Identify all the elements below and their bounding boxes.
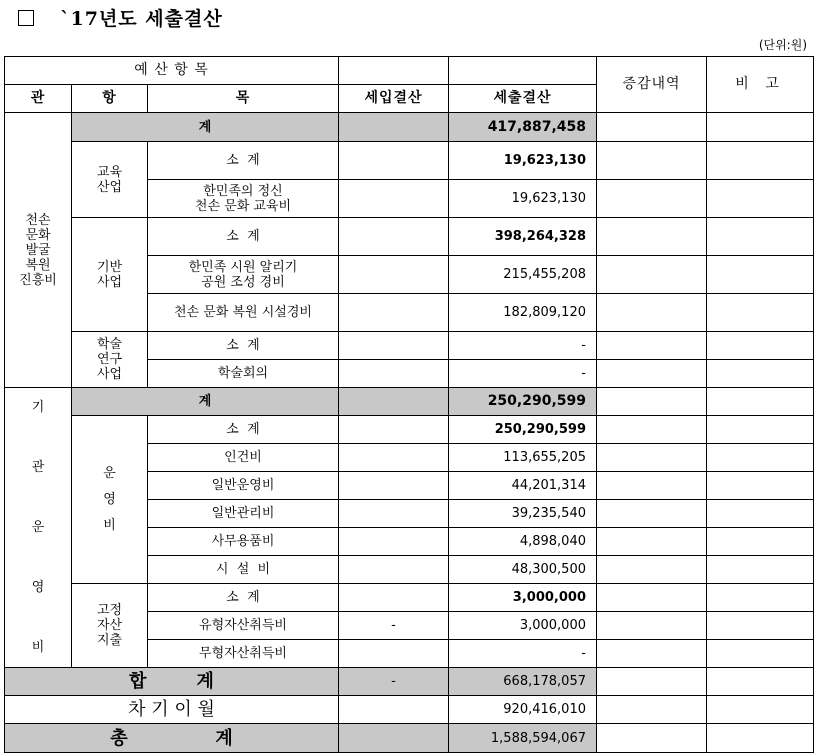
research-subtotal-label: 소 계 xyxy=(148,332,339,360)
cell xyxy=(707,612,814,640)
cell xyxy=(339,360,449,388)
ops-item-label: 시 설 비 xyxy=(148,556,339,584)
cell xyxy=(597,360,707,388)
edu-subtotal-value: 19,623,130 xyxy=(449,142,597,180)
cell xyxy=(707,332,814,360)
cell xyxy=(339,416,449,444)
cell xyxy=(707,218,814,256)
cell xyxy=(707,142,814,180)
cell xyxy=(339,142,449,180)
sec1-total-label: 계 xyxy=(72,113,339,142)
fixed-item1-revenue: - xyxy=(339,612,449,640)
ops-item-label: 일반운영비 xyxy=(148,472,339,500)
sec2-total-value: 250,290,599 xyxy=(449,388,597,416)
edu-item-label: 한민족의 정신 천손 문화 교육비 xyxy=(148,180,339,218)
research-subtotal-value: - xyxy=(449,332,597,360)
cell xyxy=(339,218,449,256)
cell xyxy=(597,180,707,218)
header-revenue: 세입결산 xyxy=(339,85,449,113)
cell xyxy=(707,640,814,668)
sec1-total-value: 417,887,458 xyxy=(449,113,597,142)
ops-item-value: 39,235,540 xyxy=(449,500,597,528)
infra-item2-value: 182,809,120 xyxy=(449,294,597,332)
hang-fixed-assets: 고정 자산 지출 xyxy=(72,584,148,668)
ops-item-label: 사무용품비 xyxy=(148,528,339,556)
cell xyxy=(597,696,707,724)
sum-revenue: - xyxy=(339,668,449,696)
cell xyxy=(339,180,449,218)
edu-subtotal-label: 소 계 xyxy=(148,142,339,180)
ops-item-label: 인건비 xyxy=(148,444,339,472)
cell xyxy=(339,640,449,668)
cell xyxy=(707,360,814,388)
header-budget-item: 예 산 항 목 xyxy=(5,57,339,85)
header-empty xyxy=(449,57,597,85)
hang-ops: 운 영 비 xyxy=(72,416,148,584)
cell xyxy=(339,113,449,142)
fixed-item1-label: 유형자산취득비 xyxy=(148,612,339,640)
cell xyxy=(707,500,814,528)
ops-item-value: 4,898,040 xyxy=(449,528,597,556)
cell xyxy=(597,668,707,696)
cell xyxy=(597,113,707,142)
cell xyxy=(707,256,814,294)
cell xyxy=(597,332,707,360)
cell xyxy=(597,218,707,256)
title-text: `17년도 세출결산 xyxy=(60,8,223,30)
cell xyxy=(707,388,814,416)
infra-subtotal-value: 398,264,328 xyxy=(449,218,597,256)
header-kwan: 관 xyxy=(5,85,72,113)
cell xyxy=(597,256,707,294)
kwan-culture: 천손 문화 발굴 복원 진흥비 xyxy=(5,113,72,388)
ops-item-value: 48,300,500 xyxy=(449,556,597,584)
checkbox-square-icon xyxy=(18,10,34,26)
header-mok: 목 xyxy=(148,85,339,113)
infra-subtotal-label: 소 계 xyxy=(148,218,339,256)
cell xyxy=(339,696,449,724)
cell xyxy=(597,584,707,612)
cell xyxy=(339,388,449,416)
cell xyxy=(597,640,707,668)
fixed-item2-value: - xyxy=(449,640,597,668)
cell xyxy=(597,612,707,640)
fixed-item1-value: 3,000,000 xyxy=(449,612,597,640)
infra-item1-label: 한민족 시원 알리기 공원 조성 경비 xyxy=(148,256,339,294)
hang-research: 학술 연구 사업 xyxy=(72,332,148,388)
cell xyxy=(597,472,707,500)
ops-item-label: 일반관리비 xyxy=(148,500,339,528)
header-expenditure: 세출결산 xyxy=(449,85,597,113)
carryover-label: 차 기 이 월 xyxy=(5,696,339,724)
cell xyxy=(707,113,814,142)
cell xyxy=(339,332,449,360)
cell xyxy=(707,556,814,584)
grand-total-value: 1,588,594,067 xyxy=(449,724,597,753)
research-item-value: - xyxy=(449,360,597,388)
unit-label: (단위:원) xyxy=(758,38,807,52)
fixed-item2-label: 무형자산취득비 xyxy=(148,640,339,668)
cell xyxy=(597,500,707,528)
cell xyxy=(339,472,449,500)
infra-item1-value: 215,455,208 xyxy=(449,256,597,294)
cell xyxy=(339,528,449,556)
cell xyxy=(597,724,707,753)
ops-subtotal-value: 250,290,599 xyxy=(449,416,597,444)
cell xyxy=(597,294,707,332)
cell xyxy=(597,142,707,180)
cell xyxy=(707,584,814,612)
sum-label: 합 계 xyxy=(5,668,339,696)
cell xyxy=(597,556,707,584)
cell xyxy=(707,668,814,696)
grand-total-label: 총 계 xyxy=(5,724,339,753)
cell xyxy=(597,388,707,416)
cell xyxy=(339,444,449,472)
research-item-label: 학술회의 xyxy=(148,360,339,388)
cell xyxy=(707,416,814,444)
ops-item-value: 113,655,205 xyxy=(449,444,597,472)
cell xyxy=(707,724,814,753)
cell xyxy=(707,294,814,332)
header-empty xyxy=(339,57,449,85)
cell xyxy=(339,584,449,612)
carryover-value: 920,416,010 xyxy=(449,696,597,724)
page-title xyxy=(12,4,223,31)
cell xyxy=(339,294,449,332)
header-change: 증감내역 xyxy=(597,57,707,113)
infra-item2-label: 천손 문화 복원 시설경비 xyxy=(148,294,339,332)
cell xyxy=(339,724,449,753)
ops-subtotal-label: 소 계 xyxy=(148,416,339,444)
header-hang: 항 xyxy=(72,85,148,113)
edu-item-value: 19,623,130 xyxy=(449,180,597,218)
cell xyxy=(707,180,814,218)
sum-value: 668,178,057 xyxy=(449,668,597,696)
kwan-operation: 기 관 운 영 비 xyxy=(5,388,72,668)
cell xyxy=(707,472,814,500)
sec2-total-label: 계 xyxy=(72,388,339,416)
cell xyxy=(339,500,449,528)
header-remarks: 비 고 xyxy=(707,57,814,113)
cell xyxy=(597,444,707,472)
cell xyxy=(339,556,449,584)
ops-item-value: 44,201,314 xyxy=(449,472,597,500)
cell xyxy=(707,444,814,472)
expenditure-table xyxy=(4,56,814,753)
cell xyxy=(597,416,707,444)
cell xyxy=(707,696,814,724)
fixed-subtotal-value: 3,000,000 xyxy=(449,584,597,612)
cell xyxy=(339,256,449,294)
cell xyxy=(597,528,707,556)
fixed-subtotal-label: 소 계 xyxy=(148,584,339,612)
hang-infra: 기반 사업 xyxy=(72,218,148,332)
cell xyxy=(707,528,814,556)
hang-edu: 교육 산업 xyxy=(72,142,148,218)
